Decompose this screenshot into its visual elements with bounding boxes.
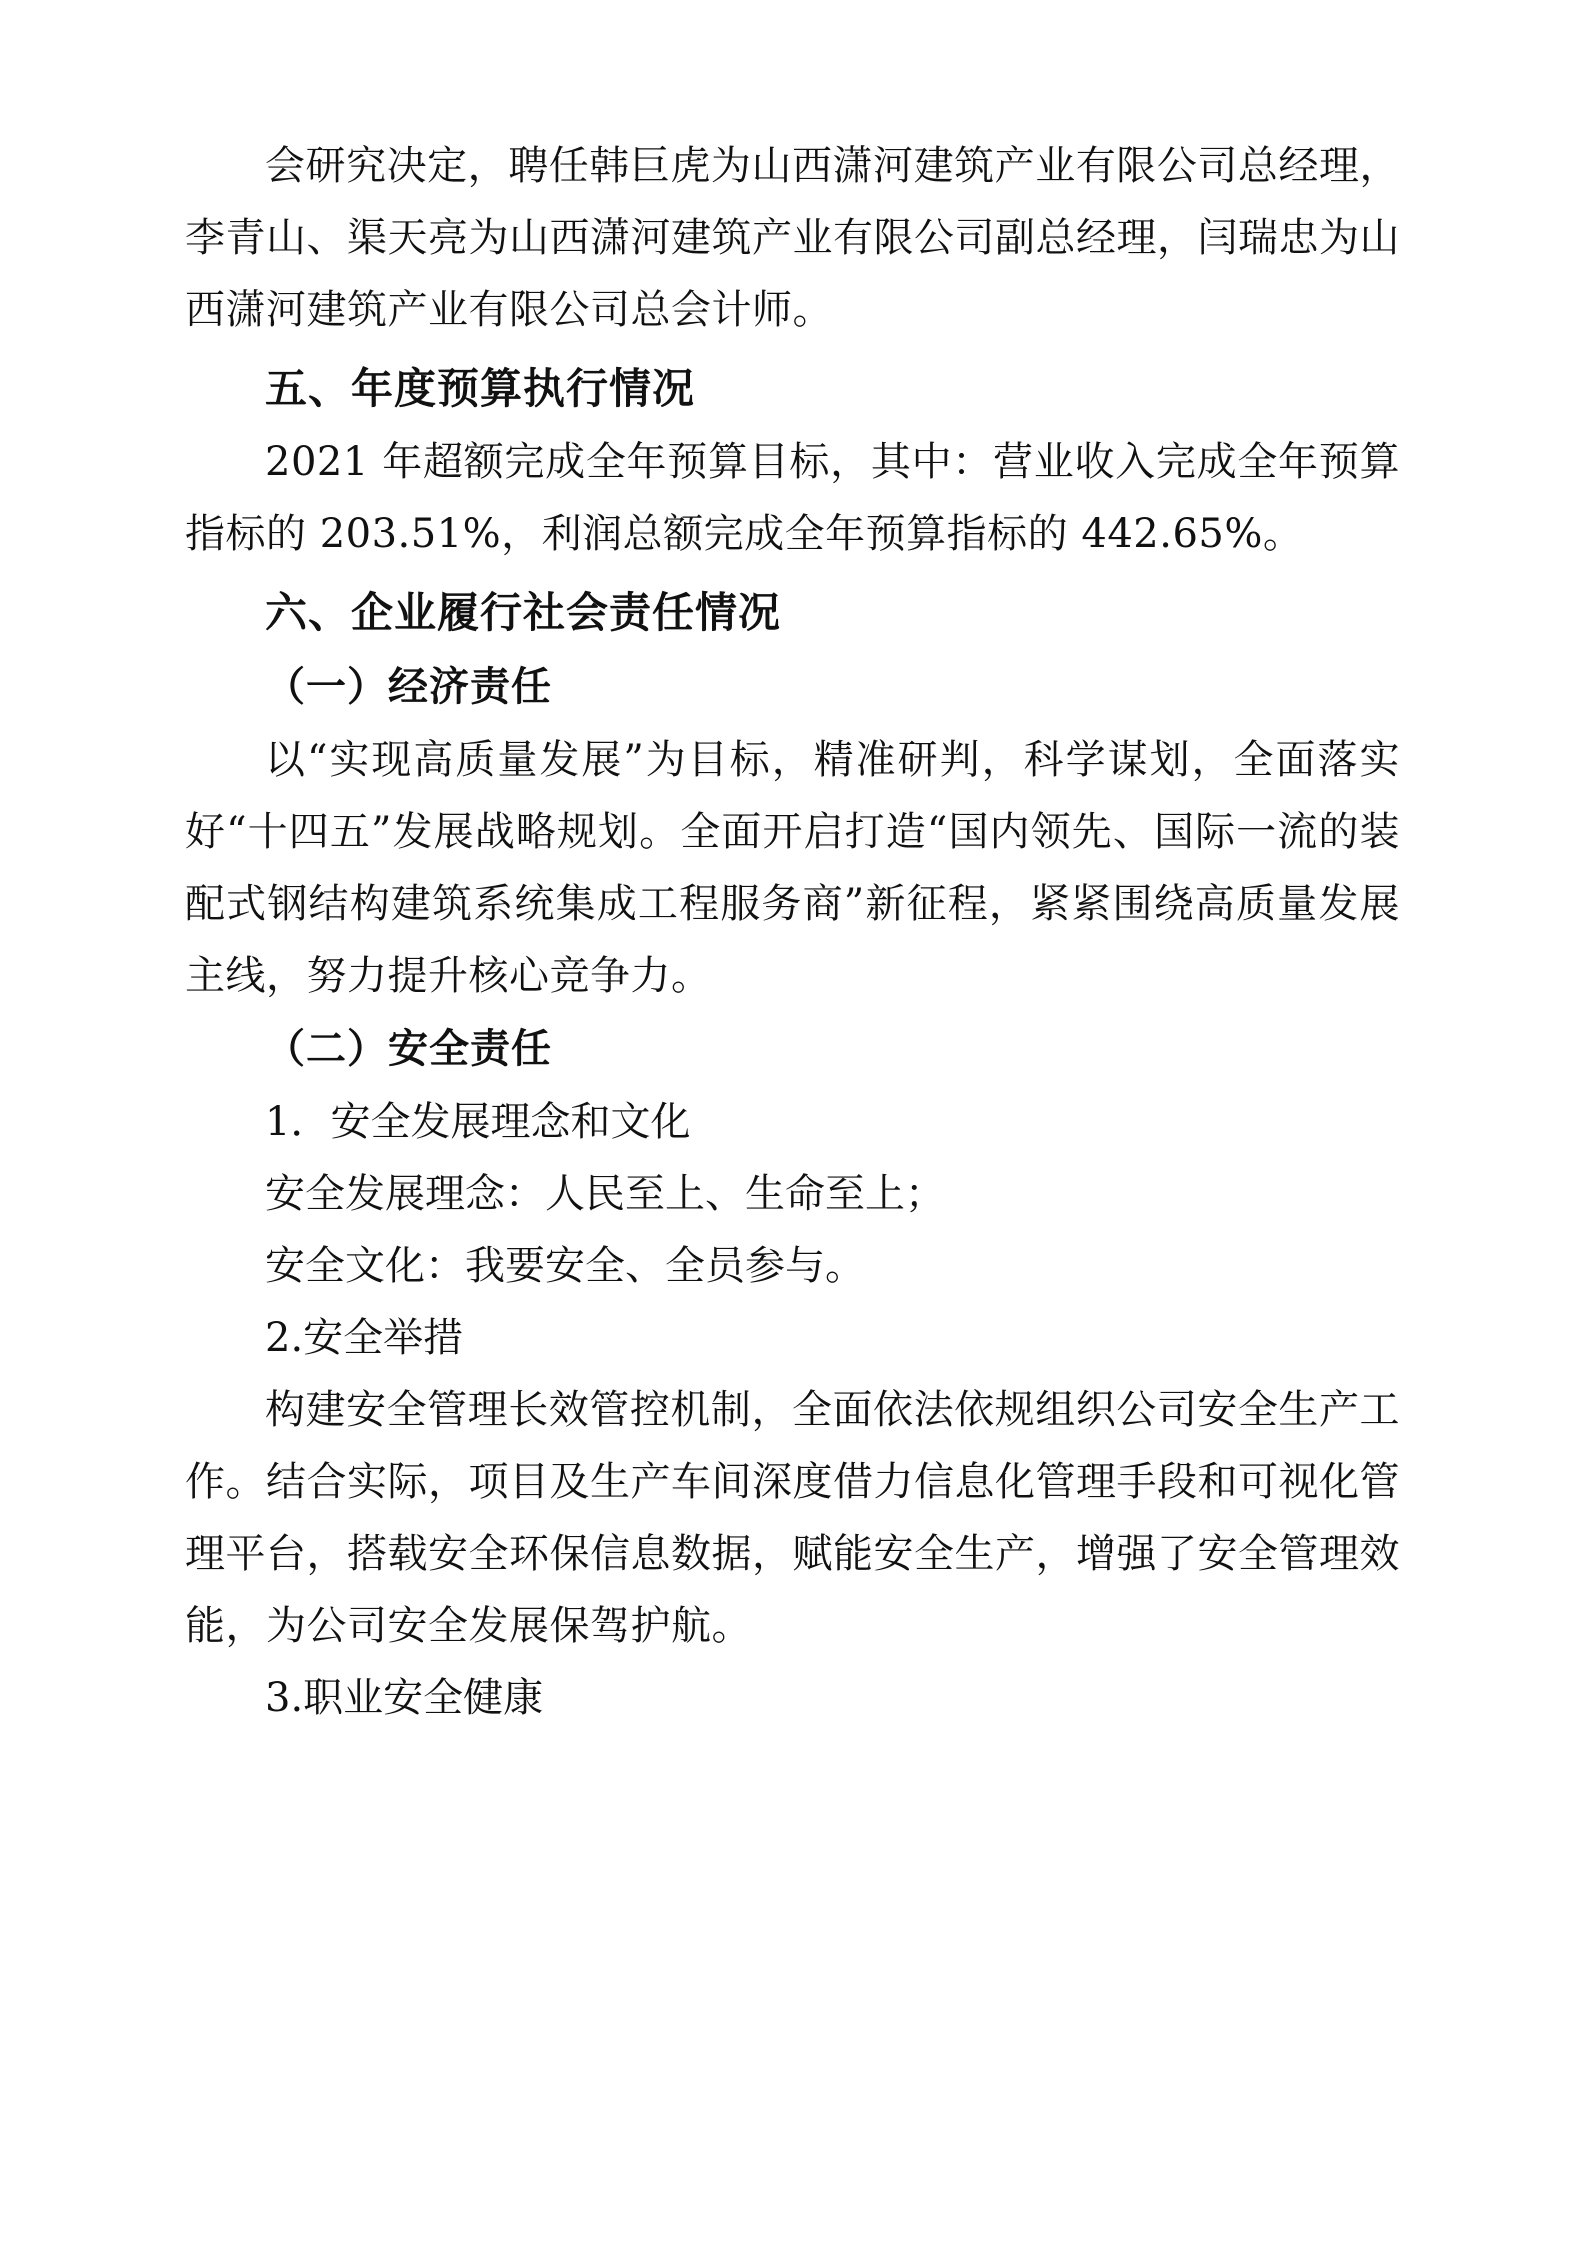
list-item-safety-measures-title: 2.安全举措 (265, 1315, 464, 1361)
heading-budget-execution: 五、年度预算执行情况 (265, 364, 696, 413)
subheading-economic-responsibility: （一）经济责任 (265, 663, 552, 710)
list-item-safety-concept: 安全发展理念：人民至上、生命至上； (265, 1171, 945, 1217)
document-body (185, 130, 1400, 1734)
paragraph-safety-measures-body: 构建安全管理长效管控机制，全面依法依规组织公司安全生产工作。结合实际，项目及生产车间深度借力信息化管理手段和可视化管理平台，搭载安全环保信息数据，赋能安全生产，增强了安全管理效能，为公司安全发展保驾护航。 (185, 1387, 1400, 1649)
paragraph-appointments: 会研究决定，聘任韩巨虎为山西潇河建筑产业有限公司总经理，李青山、渠天亮为山西潇河建筑产业有限公司副总经理，闫瑞忠为山西潇河建筑产业有限公司总会计师。 (185, 143, 1400, 333)
list-item-safety-culture: 安全文化：我要安全、全员参与。 (265, 1243, 865, 1289)
paragraph-economic-responsibility-body: 以“实现高质量发展”为目标，精准研判，科学谋划，全面落实好“十四五”发展战略规划。全面开启打造“国内领先、国际一流的装配式钢结构建筑系统集成工程服务商”新征程，紧紧围绕高质量发展主线，努力提升核心竞争力。 (185, 737, 1400, 999)
list-item-safety-concept-title: 1．安全发展理念和文化 (265, 1099, 691, 1145)
paragraph-budget-figures: 2021 年超额完成全年预算目标，其中：营业收入完成全年预算指标的 203.51%，利润总额完成全年预算指标的 442.65%。 (185, 439, 1400, 557)
subheading-safety-responsibility: （二）安全责任 (265, 1025, 552, 1072)
list-item-occupational-health-title: 3.职业安全健康 (265, 1675, 544, 1721)
heading-social-responsibility: 六、企业履行社会责任情况 (265, 588, 782, 637)
